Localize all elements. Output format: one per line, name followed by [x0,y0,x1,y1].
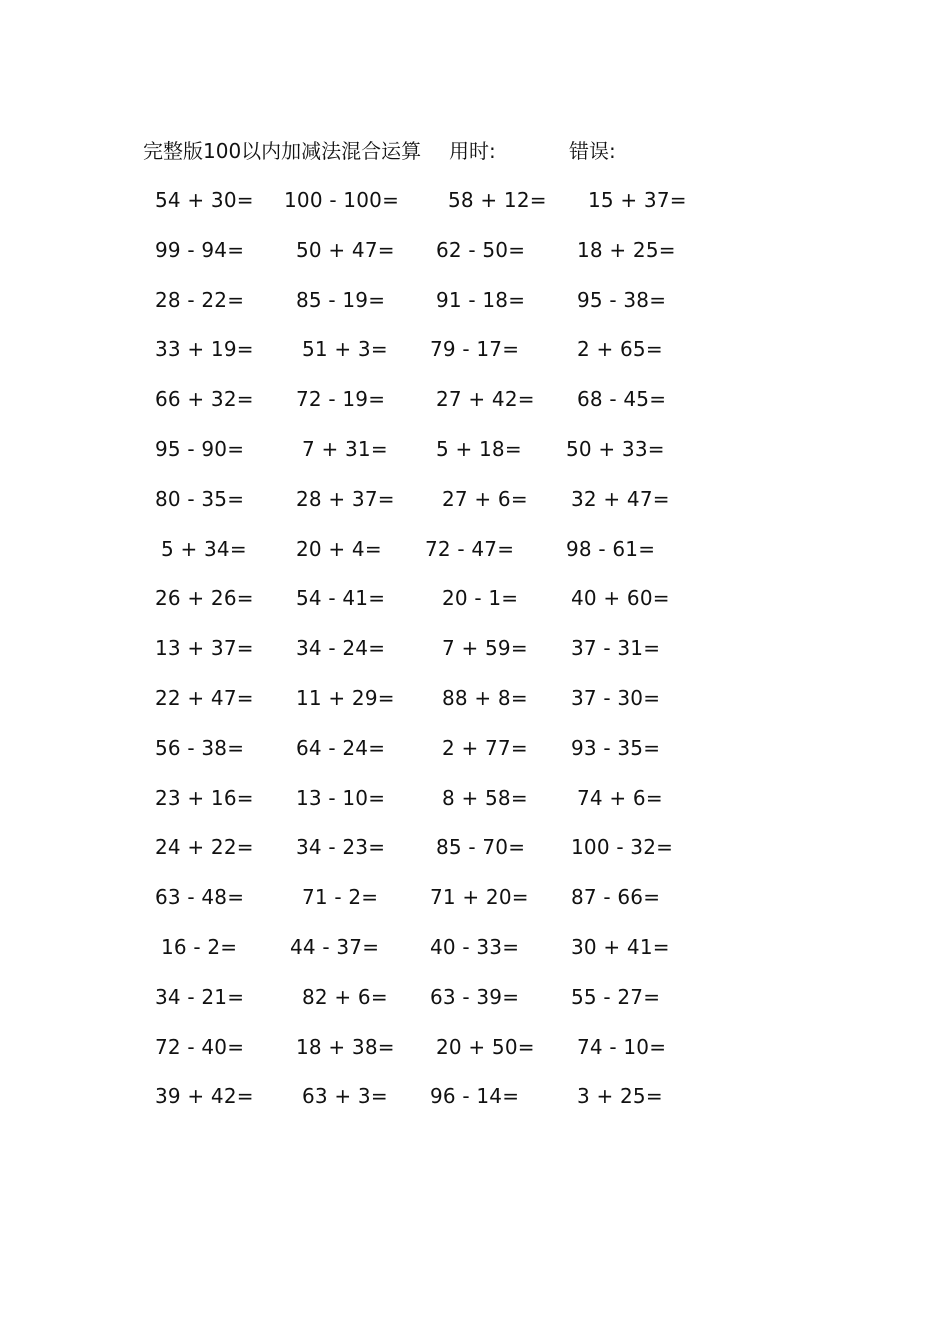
problem-item: 5 + 34= [161,536,247,561]
problem-item: 28 + 37= [296,486,395,511]
problem-item: 56 - 38= [155,735,245,760]
worksheet-header [143,136,763,166]
problem-item: 20 + 4= [296,536,382,561]
time-used-label: 用时: [449,139,496,163]
problem-item: 27 + 6= [442,486,528,511]
problem-row [0,632,950,682]
error-count-label: 错误: [569,139,616,163]
problem-row [0,831,950,881]
problem-item: 63 - 39= [430,984,520,1009]
problem-item: 20 + 50= [436,1034,535,1059]
problem-item: 58 + 12= [448,188,547,212]
problem-item: 37 - 30= [571,685,661,710]
problem-item: 54 - 41= [296,586,386,611]
problem-item: 2 + 65= [577,337,663,362]
problem-item: 82 + 6= [302,984,388,1009]
problem-item: 95 - 38= [577,287,667,312]
problem-item: 51 + 3= [302,337,388,362]
problem-item: 68 - 45= [577,387,667,412]
problem-item: 7 + 31= [302,436,388,461]
problem-row [0,533,950,583]
problem-item: 18 + 25= [577,237,676,262]
problem-item: 85 - 19= [296,287,386,312]
problem-row [0,782,950,832]
problem-item: 50 + 33= [566,436,665,461]
problem-item: 98 - 61= [566,536,656,561]
problem-item: 63 + 3= [302,1084,388,1109]
problem-item: 63 - 48= [155,885,245,910]
problem-item: 11 + 29= [296,685,395,710]
problem-row [0,1080,950,1130]
problem-item: 72 - 40= [155,1034,245,1059]
problem-item: 33 + 19= [155,337,254,362]
problem-item: 22 + 47= [155,685,254,710]
problem-item: 34 - 24= [296,636,386,661]
problem-grid [0,184,950,1130]
problem-item: 74 - 10= [577,1034,667,1059]
problem-item: 39 + 42= [155,1084,254,1109]
problem-item: 34 - 21= [155,984,245,1009]
problem-row [0,184,950,234]
problem-item: 5 + 18= [436,436,522,461]
problem-item: 8 + 58= [442,785,528,810]
problem-item: 18 + 38= [296,1034,395,1059]
problem-row [0,881,950,931]
problem-item: 79 - 17= [430,337,520,362]
problem-item: 91 - 18= [436,287,526,312]
problem-item: 32 + 47= [571,486,670,511]
problem-row [0,333,950,383]
problem-item: 66 + 32= [155,387,254,412]
problem-row [0,582,950,632]
problem-item: 37 - 31= [571,636,661,661]
problem-item: 71 + 20= [430,885,529,910]
problem-item: 15 + 37= [588,188,687,212]
problem-item: 16 - 2= [161,934,238,959]
problem-item: 72 - 19= [296,387,386,412]
problem-item: 26 + 26= [155,586,254,611]
problem-row [0,433,950,483]
problem-item: 50 + 47= [296,237,395,262]
problem-row [0,383,950,433]
problem-item: 87 - 66= [571,885,661,910]
problem-item: 62 - 50= [436,237,526,262]
problem-item: 72 - 47= [425,536,515,561]
problem-row [0,234,950,284]
problem-row [0,931,950,981]
problem-item: 80 - 35= [155,486,245,511]
problem-item: 40 + 60= [571,586,670,611]
problem-item: 20 - 1= [442,586,519,611]
problem-item: 93 - 35= [571,735,661,760]
problem-item: 24 + 22= [155,835,254,860]
problem-item: 64 - 24= [296,735,386,760]
problem-row [0,682,950,732]
problem-item: 100 - 32= [571,835,674,860]
problem-item: 23 + 16= [155,785,254,810]
problem-item: 54 + 30= [155,188,254,212]
problem-item: 7 + 59= [442,636,528,661]
problem-item: 34 - 23= [296,835,386,860]
problem-item: 44 - 37= [290,934,380,959]
problem-item: 30 + 41= [571,934,670,959]
problem-item: 96 - 14= [430,1084,520,1109]
problem-row [0,732,950,782]
problem-row [0,483,950,533]
problem-row [0,981,950,1031]
problem-item: 40 - 33= [430,934,520,959]
problem-item: 2 + 77= [442,735,528,760]
problem-item: 74 + 6= [577,785,663,810]
problem-item: 13 - 10= [296,785,386,810]
problem-item: 85 - 70= [436,835,526,860]
problem-item: 27 + 42= [436,387,535,412]
problem-item: 100 - 100= [284,188,400,212]
problem-item: 3 + 25= [577,1084,663,1109]
problem-item: 88 + 8= [442,685,528,710]
problem-row [0,284,950,334]
problem-item: 13 + 37= [155,636,254,661]
problem-item: 71 - 2= [302,885,379,910]
problem-item: 55 - 27= [571,984,661,1009]
problem-item: 28 - 22= [155,287,245,312]
worksheet-title: 完整版100以内加减法混合运算 [143,139,422,163]
problem-item: 95 - 90= [155,436,245,461]
problem-item: 99 - 94= [155,237,245,262]
problem-row [0,1031,950,1081]
